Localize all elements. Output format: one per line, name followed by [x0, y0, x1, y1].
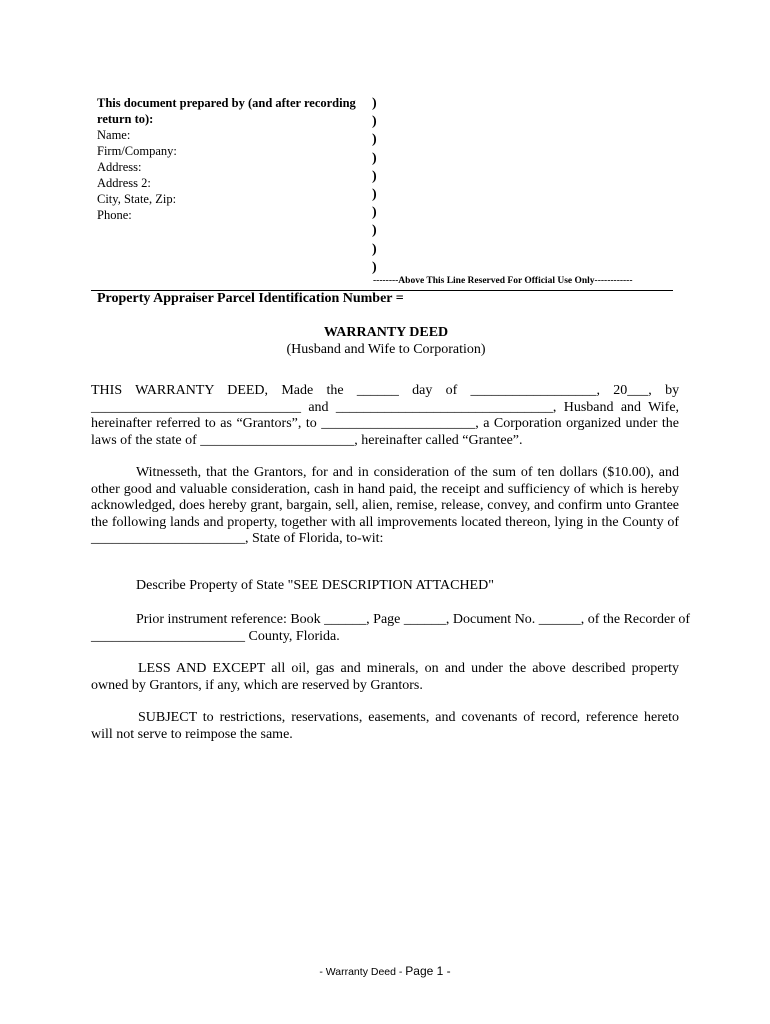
intro-line-2: ______________________________ and _______________________________, Husband and Wife,: [91, 399, 680, 415]
bracket-column: [372, 95, 377, 277]
bracket: ): [372, 241, 377, 257]
preparer-name-field: Name:: [97, 128, 131, 142]
bracket: ): [372, 187, 377, 203]
intro-line-1: THIS WARRANTY DEED, Made the ______ day of __________________, 20___, by: [91, 383, 680, 398]
page-footer: [0, 964, 770, 978]
deed-subtitle: (Husband and Wife to Corporation): [286, 342, 486, 357]
preparer-block: [97, 95, 367, 223]
bracket: ): [372, 114, 377, 130]
subject-paragraph: SUBJECT to restrictions, reservations, easements, and covenants of record, reference hereto will not serve to reimpose the same.: [91, 710, 679, 742]
bracket: ): [372, 132, 377, 148]
prior-instrument-line-2: ______________________ County, Florida.: [91, 628, 340, 644]
bracket: ): [372, 168, 377, 184]
intro-paragraph: [91, 383, 679, 449]
intro-line-4: laws of the state of ______________________, hereinafter called “Grantee”.: [91, 432, 523, 448]
property-description: Describe Property of State "SEE DESCRIPTION ATTACHED": [136, 578, 494, 593]
parcel-id-label: Property Appraiser Parcel Identification Number =: [97, 291, 404, 306]
bracket: ): [372, 150, 377, 166]
footer-page-number: Page 1 -: [405, 964, 451, 978]
bracket: ): [372, 96, 377, 111]
witnesseth-paragraph: Witnesseth, that the Grantors, for and in consideration of the sum of ten dollars ($10.00), and other good and valuable consideration, cash in hand paid, the receipt and sufficiency of which is hereby acknowledged, does hereby grant, bargain, sell, alien, remise, release, convey, and confirm unto Grantee the following lands and property, together with all improvements located thereon, lying in the County of ______________________, State of Florida, to-wit:: [91, 465, 679, 547]
preparer-heading: This document prepared by (and after recording return to):: [97, 96, 356, 126]
bracket: ): [372, 223, 377, 239]
intro-line-3: hereinafter referred to as “Grantors”, to ______________________, a Corporation organized under the: [91, 416, 679, 432]
preparer-city-state-zip-field: City, State, Zip:: [97, 192, 177, 206]
footer-doc-name: - Warranty Deed -: [319, 966, 403, 978]
preparer-address-field: Address:: [97, 160, 142, 174]
preparer-address2-field: Address 2:: [97, 176, 151, 190]
prior-instrument-paragraph: [91, 612, 691, 645]
bracket: ): [372, 205, 377, 221]
bracket: ): [372, 259, 377, 275]
prior-instrument-line-1: Prior instrument reference: Book ______, Page ______, Document No. ______, of the Recorder of: [136, 612, 691, 627]
preparer-firm-field: Firm/Company:: [97, 144, 177, 158]
preparer-phone-field: Phone:: [97, 208, 132, 222]
official-use-label: --------Above This Line Reserved For Official Use Only------------: [373, 276, 633, 286]
deed-title: WARRANTY DEED: [323, 325, 449, 340]
less-and-except-paragraph: LESS AND EXCEPT all oil, gas and minerals, on and under the above described property owned by Grantors, if any, which are reserved by Grantors.: [91, 661, 679, 693]
